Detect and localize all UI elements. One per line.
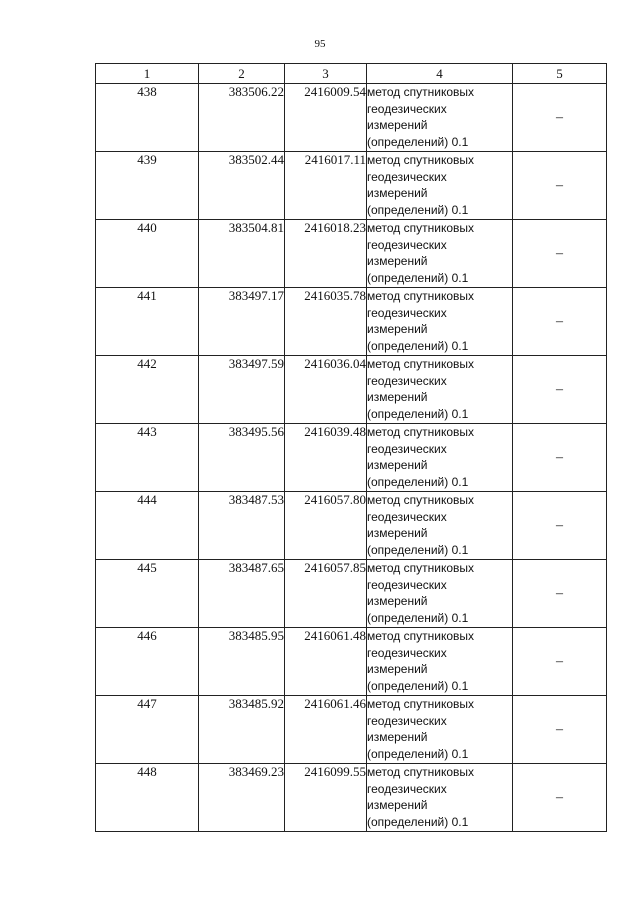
page-number: 95 — [314, 38, 326, 50]
y-coordinate-cell: 2416017.11 — [285, 152, 367, 220]
point-number-cell: 443 — [96, 424, 199, 492]
method-cell — [367, 764, 513, 832]
y-coordinate-cell: 2416039.48 — [285, 424, 367, 492]
method-text-line: измерений — [367, 118, 428, 132]
col5-cell: – — [513, 220, 607, 288]
table-row — [96, 288, 607, 356]
method-text-line: геодезических — [367, 305, 447, 320]
method-text-line: (определений) 0.1 — [367, 610, 469, 625]
table-header-row — [96, 64, 607, 84]
method-text-line: измерений — [367, 798, 428, 812]
y-coordinate-cell: 2416057.85 — [285, 560, 367, 628]
method-text-line: (определений) 0.1 — [367, 542, 469, 557]
y-coordinate-cell: 2416057.80 — [285, 492, 367, 560]
point-number-cell: 444 — [96, 492, 199, 560]
method-text-line: измерений — [367, 186, 428, 200]
table-row — [96, 696, 607, 764]
method-text-line: измерений — [367, 390, 428, 404]
table-row — [96, 220, 607, 288]
table-row — [96, 560, 607, 628]
col5-cell: – — [513, 288, 607, 356]
table-row — [96, 492, 607, 560]
point-number-cell: 439 — [96, 152, 199, 220]
method-text-line: (определений) 0.1 — [367, 678, 469, 693]
method-cell — [367, 424, 513, 492]
method-text-line: измерений — [367, 594, 428, 608]
x-coordinate-cell: 383495.56 — [199, 424, 285, 492]
method-text-line: измерений — [367, 526, 428, 540]
header-col-1: 1 — [96, 64, 199, 84]
method-text-line: геодезических — [367, 713, 447, 728]
method-text-line: геодезических — [367, 781, 447, 796]
method-text-line: метод спутниковых — [367, 629, 475, 643]
method-text-line: геодезических — [367, 101, 447, 116]
col5-cell: – — [513, 628, 607, 696]
col5-cell: – — [513, 424, 607, 492]
y-coordinate-cell: 2416018.23 — [285, 220, 367, 288]
method-cell — [367, 560, 513, 628]
table-row — [96, 764, 607, 832]
method-text-line: метод спутниковых — [367, 153, 475, 167]
method-text-line: измерений — [367, 458, 428, 472]
x-coordinate-cell: 383504.81 — [199, 220, 285, 288]
method-text-line: метод спутниковых — [367, 493, 475, 507]
method-text-line: измерений — [367, 662, 428, 676]
point-number-cell: 440 — [96, 220, 199, 288]
method-text-line: измерений — [367, 730, 428, 744]
x-coordinate-cell: 383485.95 — [199, 628, 285, 696]
method-text-line: (определений) 0.1 — [367, 474, 469, 489]
header-col-3: 3 — [285, 64, 367, 84]
col5-cell: – — [513, 696, 607, 764]
method-cell — [367, 220, 513, 288]
method-text-line: метод спутниковых — [367, 561, 475, 575]
coordinates-table — [95, 63, 607, 832]
x-coordinate-cell: 383497.17 — [199, 288, 285, 356]
table-row — [96, 356, 607, 424]
col5-cell: – — [513, 492, 607, 560]
method-cell — [367, 356, 513, 424]
method-cell — [367, 628, 513, 696]
method-text-line: (определений) 0.1 — [367, 338, 469, 353]
x-coordinate-cell: 383497.59 — [199, 356, 285, 424]
method-text-line: метод спутниковых — [367, 357, 475, 371]
method-text-line: метод спутниковых — [367, 425, 475, 439]
x-coordinate-cell: 383502.44 — [199, 152, 285, 220]
x-coordinate-cell: 383469.23 — [199, 764, 285, 832]
y-coordinate-cell: 2416036.04 — [285, 356, 367, 424]
method-cell — [367, 288, 513, 356]
method-cell — [367, 696, 513, 764]
method-text-line: метод спутниковых — [367, 765, 475, 779]
method-cell — [367, 492, 513, 560]
method-text-line: геодезических — [367, 645, 447, 660]
y-coordinate-cell: 2416099.55 — [285, 764, 367, 832]
x-coordinate-cell: 383487.65 — [199, 560, 285, 628]
col5-cell: – — [513, 152, 607, 220]
table-body — [96, 84, 607, 832]
method-text-line: измерений — [367, 254, 428, 268]
method-text-line: геодезических — [367, 509, 447, 524]
header-col-4: 4 — [367, 64, 513, 84]
point-number-cell: 438 — [96, 84, 199, 152]
header-col-5: 5 — [513, 64, 607, 84]
method-text-line: геодезических — [367, 373, 447, 388]
method-text-line: геодезических — [367, 237, 447, 252]
table-row — [96, 152, 607, 220]
method-text-line: (определений) 0.1 — [367, 406, 469, 421]
method-text-line: (определений) 0.1 — [367, 270, 469, 285]
method-text-line: (определений) 0.1 — [367, 814, 469, 829]
col5-cell: – — [513, 356, 607, 424]
method-text-line: метод спутниковых — [367, 85, 475, 99]
col5-cell: – — [513, 560, 607, 628]
method-text-line: геодезических — [367, 169, 447, 184]
table-row — [96, 84, 607, 152]
y-coordinate-cell: 2416061.48 — [285, 628, 367, 696]
table-row — [96, 424, 607, 492]
col5-cell: – — [513, 764, 607, 832]
point-number-cell: 445 — [96, 560, 199, 628]
x-coordinate-cell: 383506.22 — [199, 84, 285, 152]
method-text-line: измерений — [367, 322, 428, 336]
x-coordinate-cell: 383485.92 — [199, 696, 285, 764]
method-text-line: метод спутниковых — [367, 289, 475, 303]
method-text-line: (определений) 0.1 — [367, 746, 469, 761]
method-cell — [367, 84, 513, 152]
method-text-line: метод спутниковых — [367, 221, 475, 235]
y-coordinate-cell: 2416061.46 — [285, 696, 367, 764]
y-coordinate-cell: 2416035.78 — [285, 288, 367, 356]
method-text-line: (определений) 0.1 — [367, 202, 469, 217]
y-coordinate-cell: 2416009.54 — [285, 84, 367, 152]
col5-cell: – — [513, 84, 607, 152]
x-coordinate-cell: 383487.53 — [199, 492, 285, 560]
method-text-line: геодезических — [367, 441, 447, 456]
method-text-line: геодезических — [367, 577, 447, 592]
point-number-cell: 442 — [96, 356, 199, 424]
table-row — [96, 628, 607, 696]
point-number-cell: 441 — [96, 288, 199, 356]
point-number-cell: 448 — [96, 764, 199, 832]
point-number-cell: 447 — [96, 696, 199, 764]
method-cell — [367, 152, 513, 220]
method-text-line: метод спутниковых — [367, 697, 475, 711]
point-number-cell: 446 — [96, 628, 199, 696]
method-text-line: (определений) 0.1 — [367, 134, 469, 149]
header-col-2: 2 — [199, 64, 285, 84]
